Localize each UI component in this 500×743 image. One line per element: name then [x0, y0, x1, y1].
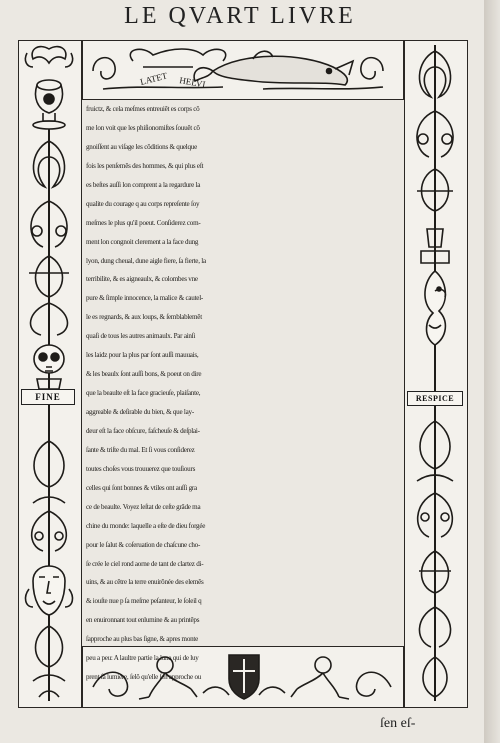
text-line: fruictz, & cela meſmes entreuiẽt es corps cõ [86, 105, 200, 113]
top-ornamental-border [82, 40, 404, 100]
left-label-text: FINE [35, 392, 61, 402]
urn-icon [33, 80, 65, 129]
text-line: pure & ſimple innocence, la malice & cautel- [86, 294, 204, 303]
text-line: aggreable & deſirable du bien, & que lay- [86, 408, 194, 416]
text-line: ſante & triſte du mal. Et ſi vous conſiderez [86, 445, 195, 454]
text-line: gnoiſſent au viſage les cõditions & quelque [86, 142, 198, 151]
vine-scroll-icon [19, 41, 80, 706]
text-line: les laidz pour la plus par ſont auſſi mauuais, [86, 351, 199, 360]
text-line: fois les penſemẽs des hommes, & qui plus eſt [86, 161, 204, 170]
text-line: pour le ſalut & coſeruation de chaſcune cho- [86, 540, 201, 549]
text-line: es beſtes auſſi lon comprent a la regardure la [86, 180, 201, 189]
text-line: ment lon congnoit clerement a la face dung [86, 237, 199, 246]
right-label-plaque [407, 391, 463, 406]
left-label-plaque [21, 389, 75, 405]
dolphin-icon [83, 41, 402, 98]
text-line: & iouſte nue p ſa meſme peſanteur, le ſoleil q [86, 597, 202, 606]
right-label-text: RESPICE [415, 394, 455, 403]
heron-icon [425, 271, 445, 345]
vine-scroll-icon [405, 41, 466, 706]
text-line: ce de beaulte. Voyez leſtat de ceſte grãde ma [86, 502, 201, 511]
text-line: peu a peu: A laultre partie la lune qui de luy [86, 654, 199, 663]
text-line: en enuironnant tout enlumine & au printẽps [86, 616, 200, 625]
banner-left-text: LATET [139, 70, 169, 87]
text-line: quaſi de tous les autres animaulx. Par ainſi [86, 332, 196, 341]
text-line: lyon, dung cheual, dune aigle fiere, ſa fierte, la [86, 256, 206, 265]
text-line: terribilite, & es aigneaulx, & colombes vne [86, 275, 198, 284]
text-line: qualite du courage q au corps repreſente ſoy [86, 199, 200, 208]
text-line: me lon voit que les phiſionomiſtes ſouuẽt cõ [86, 123, 200, 132]
body-text [86, 100, 404, 682]
catchword: ſen eſ- [380, 716, 416, 731]
text-line: & les beaulx ſont auſſi bons, & poeut on dire [86, 370, 202, 379]
banner-right-text: HELVI [178, 75, 207, 90]
text-line: ſapproche au plus bas ſigne, & apres monte [86, 635, 199, 644]
running-head-text: LE QVART LIVRE [124, 3, 356, 29]
text-line: prent ſa lumiere, ſelõ qu'elle ſen approche ou [86, 673, 202, 682]
right-ornamental-border [404, 40, 468, 708]
text-line: celles qui ſont bonnes & vtiles ont auſſi gra [86, 483, 197, 492]
text-line: deur eſt la face obſcure, faſcheuſe & deſplai- [86, 426, 200, 435]
facing-page-edge [484, 0, 500, 743]
text-line: meſmes le plus qu'il poeut. Conſiderez com- [86, 218, 201, 227]
text-line: que la beaulte eſt la face gracieuſe, plaiſante, [86, 389, 201, 398]
text-line: le es regnards, & aux loups, & ſemblablemẽt [86, 313, 202, 322]
left-ornamental-border [18, 40, 82, 708]
text-line: ſe crée le ciel rond aorne de tant de clartez di- [86, 559, 204, 568]
mask-face-icon [26, 566, 73, 615]
text-line: uins, & au cẽtre la terre enuirõnée des elemẽs [86, 578, 204, 587]
text-line: toutes choſes vous trouuerez que touſiours [86, 464, 196, 473]
running-head [0, 3, 480, 30]
text-line: chine du monde: laquelle a eſte de dieu forgée [86, 521, 206, 530]
